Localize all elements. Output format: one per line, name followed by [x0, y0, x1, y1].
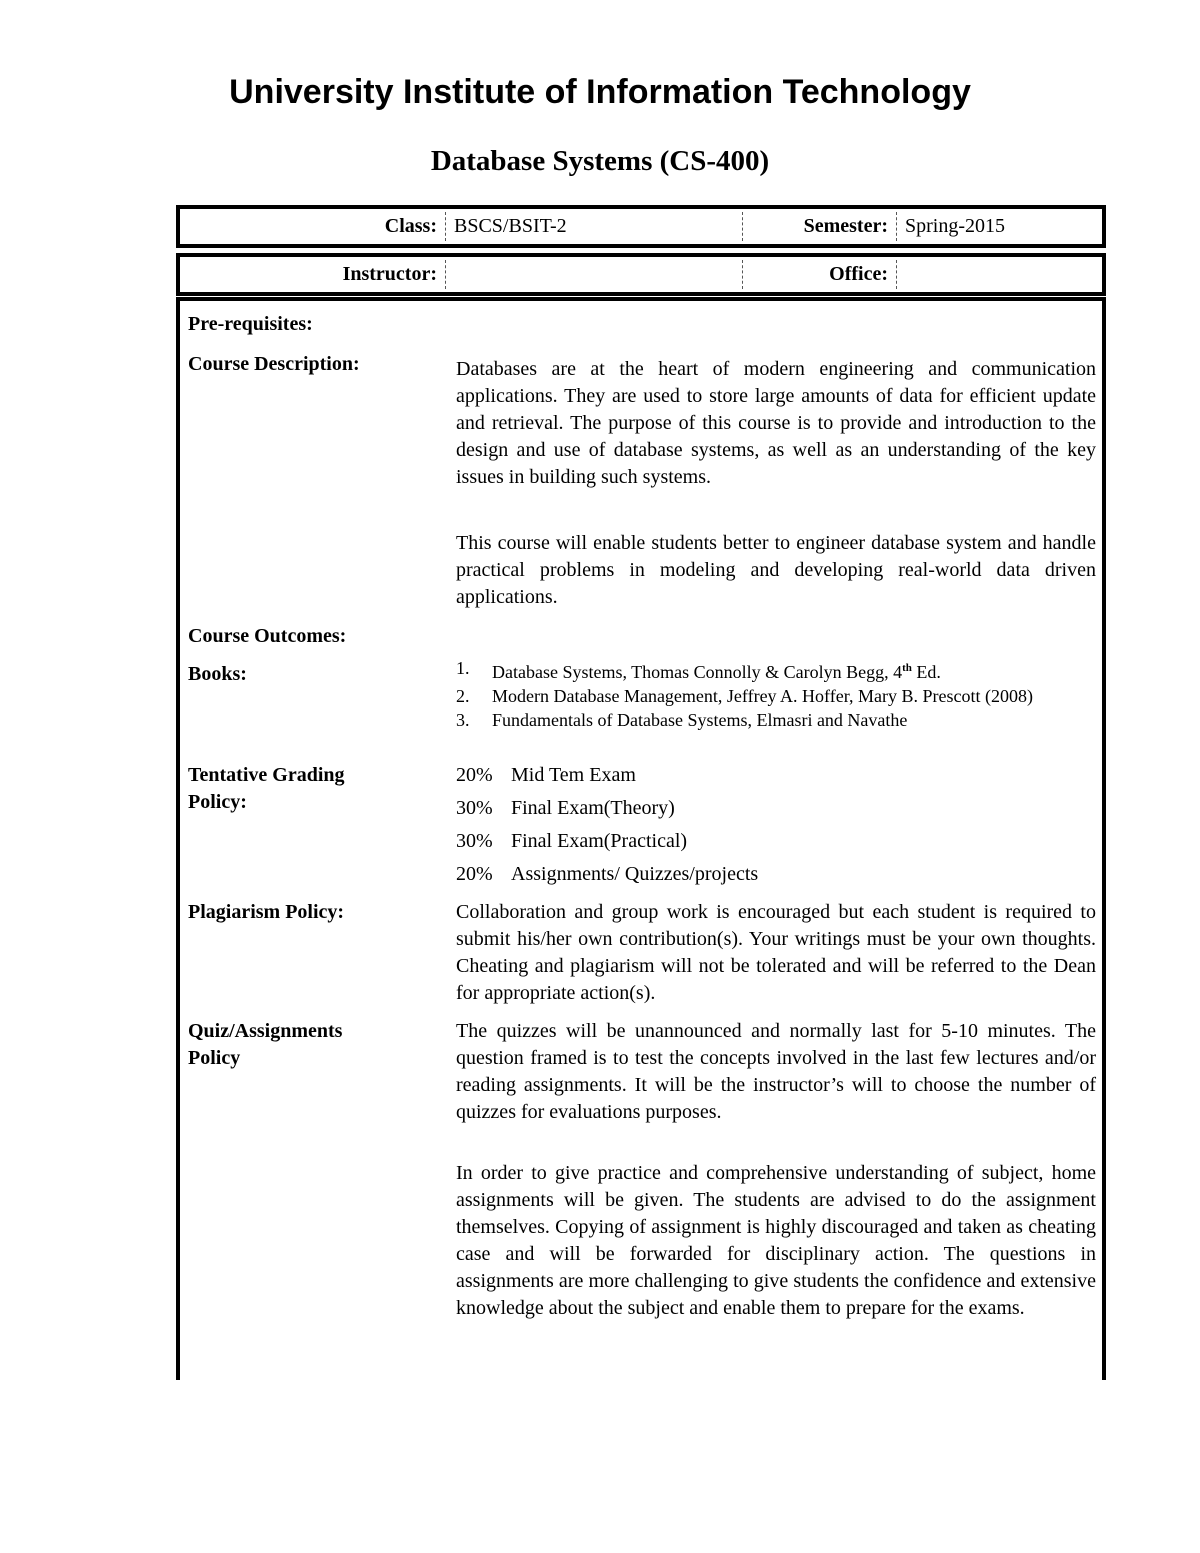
content-left-border — [176, 301, 180, 1380]
semester-label: Semester: — [803, 215, 888, 237]
grading-name: Assignments/ Quizzes/projects — [511, 863, 759, 885]
office-label: Office: — [829, 263, 888, 285]
book-item — [456, 708, 1096, 732]
description-paragraph-1: Databases are at the heart of modern engineering and communication applications. They are used to store large amounts of data for efficient update and retrieval. The purpose of this course is to provide and introduction to the design and use of database systems, as well as an understanding of the key issues in building such systems. — [456, 358, 1096, 488]
instructor-label: Instructor: — [342, 263, 437, 285]
grading-percent: 30% — [456, 797, 493, 819]
plagiarism-label: Plagiarism Policy: — [188, 901, 345, 923]
class-value: BSCS/BSIT-2 — [454, 215, 567, 237]
prerequisites-label: Pre-requisites: — [188, 313, 313, 335]
outcomes-label: Course Outcomes: — [188, 625, 347, 647]
book-number: 2. — [456, 686, 470, 706]
grading-percent: 20% — [456, 764, 493, 786]
description-paragraph-2: This course will enable students better to engineer database system and handle practical problems in modeling and developing real-world data driven applications. — [456, 532, 1096, 608]
content-top-border — [176, 297, 1106, 301]
book-title: Modern Database Management, Jeffrey A. Hoffer, Mary B. Prescott (2008) — [492, 686, 1033, 706]
class-semester-row — [176, 205, 1106, 248]
book-edition-suffix: Ed. — [911, 662, 941, 682]
grading-percent: 20% — [456, 863, 493, 885]
grading-item — [456, 795, 675, 822]
grading-item — [456, 762, 636, 789]
description-label: Course Description: — [188, 353, 360, 375]
quiz-paragraph-1: The quizzes will be unannounced and normally last for 5-10 minutes. The question framed is to test the concepts involved in the last few lectures and/or reading assignments. It will be the instructor’s will to choose the number of quizzes for evaluations purposes. — [456, 1020, 1096, 1123]
class-label: Class: — [384, 215, 437, 237]
books-label: Books: — [188, 663, 247, 685]
book-item — [456, 656, 1096, 684]
book-edition-superscript: th — [902, 662, 912, 674]
grading-name: Final Exam(Theory) — [511, 797, 675, 819]
books-list — [456, 656, 1096, 732]
grading-label: Tentative Grading Policy: — [188, 764, 345, 813]
grading-name: Mid Tem Exam — [511, 764, 636, 786]
semester-value: Spring-2015 — [905, 215, 1005, 237]
grading-item — [456, 828, 687, 855]
course-title: Database Systems (CS-400) — [430, 145, 770, 177]
institution-title: University Institute of Information Technology — [229, 73, 971, 111]
book-number: 1. — [456, 658, 470, 678]
instructor-value — [446, 257, 742, 292]
grading-percent: 30% — [456, 830, 493, 852]
book-title: Database Systems, Thomas Connolly & Carolyn Begg, 4 — [492, 662, 903, 682]
office-value — [897, 257, 1097, 292]
grading-item — [456, 861, 758, 888]
book-title: Fundamentals of Database Systems, Elmasri and Navathe — [492, 710, 908, 730]
grading-name: Final Exam(Practical) — [511, 830, 688, 852]
quiz-paragraph-2: In order to give practice and comprehensive understanding of subject, home assignments will be given. The students are advised to do the assignment themselves. Copying of assignment is highly discouraged and taken as cheating case and will be forwarded for disciplinary action. The questions in assignments are more challenging to give students the confidence and extensive knowledge about the subject and enable them to prepare for the exams. — [456, 1162, 1096, 1319]
book-item — [456, 684, 1096, 708]
instructor-office-row — [176, 253, 1106, 296]
plagiarism-paragraph: Collaboration and group work is encouraged but each student is required to submit his/her own contribution(s). Your writings must be your own thoughts. Cheating and plagiarism will not be tolerated and will be referred to the Dean for appropriate action(s). — [456, 901, 1096, 1004]
content-right-border — [1102, 301, 1106, 1380]
book-number: 3. — [456, 710, 470, 730]
quiz-label: Quiz/Assignments Policy — [188, 1020, 343, 1069]
